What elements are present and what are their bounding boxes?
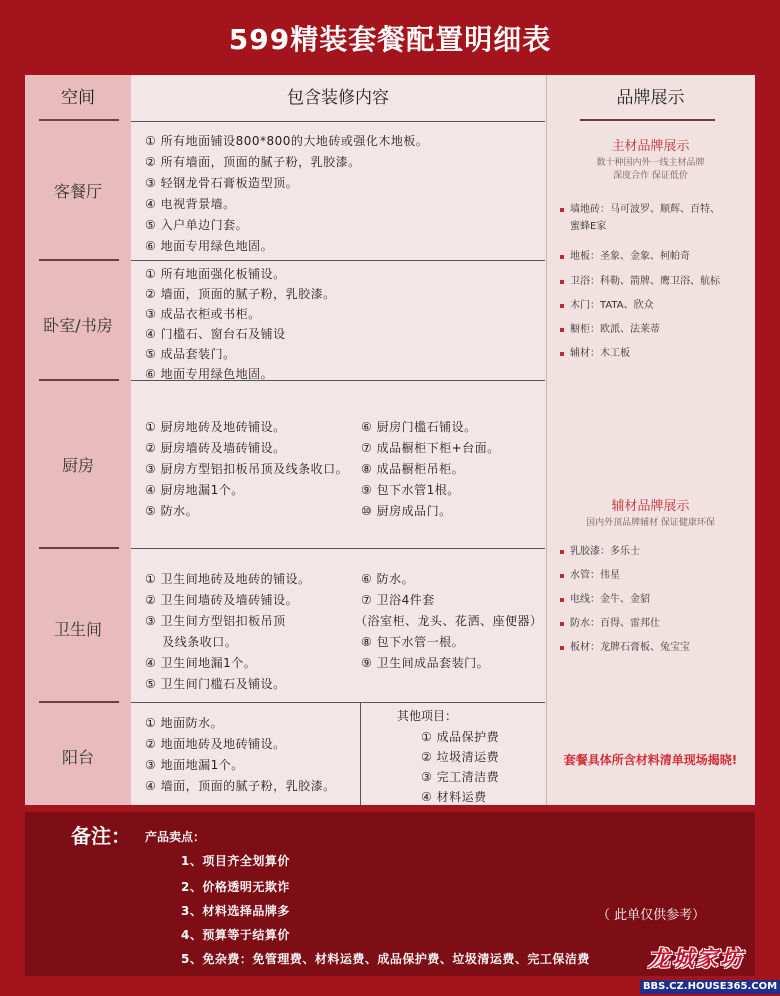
brand-item: 蜜蜂E家 (570, 221, 607, 232)
list-item: ⑧ 成品橱柜吊柜。 (361, 462, 465, 476)
list-item: ④ 厨房地漏1个。 (145, 483, 244, 497)
list-item: ② 厨房墙砖及墙砖铺设。 (145, 441, 286, 455)
main-brand-subtitle: 数十种国内外一线主材品牌 (596, 158, 705, 168)
bullet-icon (560, 598, 564, 602)
list-item: ① 地面防水。 (145, 716, 224, 730)
list-item: ② 卫生间墙砖及墙砖铺设。 (145, 593, 299, 607)
brand-item: 墙地砖：马可波罗、顺辉、百特、 (560, 203, 720, 218)
list-item: ② 垃圾清运费 (421, 750, 500, 764)
list-item: ① 卫生间地砖及地砖的铺设。 (145, 572, 311, 586)
list-item: ③ 成品衣柜或书柜。 (145, 307, 261, 321)
bullet-icon (560, 550, 564, 554)
column-divider (360, 702, 361, 805)
list-item: ④ 材料运费 (421, 790, 487, 804)
list-item: ① 所有地面强化板铺设。 (145, 267, 286, 281)
space-label-bathroom: 卫生间 (53, 620, 102, 639)
bullet-icon (560, 208, 564, 212)
list-item: ⑤ 卫生间门槛石及铺设。 (145, 677, 286, 691)
bullet-icon (560, 280, 564, 284)
header-underline (39, 119, 119, 121)
brand-item: 板材：龙牌石膏板、兔宝宝 (560, 641, 690, 656)
bullet-icon (560, 328, 564, 332)
list-item: ④ 墙面，顶面的腻子粉，乳胶漆。 (145, 779, 336, 793)
list-item: ⑥ 厨房门槛石铺设。 (361, 420, 477, 434)
row-divider (131, 121, 545, 122)
row-divider (131, 260, 545, 261)
brand-note: 套餐具体所含材料清单现场揭晓! (563, 753, 738, 767)
row-divider (131, 548, 545, 549)
list-item: ⑥ 地面专用绿色地固。 (145, 367, 274, 381)
main-brand-title: 主材品牌展示 (611, 139, 690, 154)
reference-note: （ 此单仅供参考） (597, 908, 706, 923)
space-label-bedroom: 卧室/书房 (43, 316, 113, 335)
notes-title: 备注： (71, 824, 131, 848)
list-item: （浴室柜、龙头、花洒、座便器） (355, 614, 543, 628)
list-item: ① 厨房地砖及地砖铺设。 (145, 420, 286, 434)
list-item: ③ 地面地漏1个。 (145, 758, 244, 772)
aux-brand-title: 辅材品牌展示 (611, 499, 690, 514)
header-space: 空间 (61, 88, 95, 108)
other-items-title: 其他项目： (397, 709, 458, 723)
brand-item: 辅材：木工板 (560, 347, 630, 362)
space-label-living: 客餐厅 (53, 182, 102, 201)
list-item: ⑥ 防水。 (361, 572, 415, 586)
brand-item: 地板：圣象、金象、柯帕奇 (560, 250, 690, 265)
note-item: 4、预算等于结算价 (181, 928, 290, 942)
list-item: ③ 厨房方型铝扣板吊顶及线条收口。 (145, 462, 349, 476)
list-item: ⑤ 成品套装门。 (145, 347, 236, 361)
config-table (25, 75, 755, 805)
brand-item: 乳胶漆：多乐士 (560, 545, 640, 560)
bullet-icon (560, 622, 564, 626)
row-divider (131, 702, 545, 703)
space-label-kitchen: 厨房 (61, 456, 94, 475)
list-item: ⑨ 包下水管1根。 (361, 483, 460, 497)
list-item: ⑧ 包下水管一根。 (361, 635, 465, 649)
brand-item: 电线：金牛、金貂 (560, 593, 650, 608)
brand-panel (546, 75, 755, 805)
list-item: 及线条收口。 (145, 635, 238, 649)
brand-item: 水管：伟星 (560, 569, 620, 584)
watermark (640, 940, 780, 996)
bullet-icon (560, 574, 564, 578)
list-item: ① 所有地面铺设800*800的大地砖或强化木地板。 (145, 134, 429, 148)
note-item: 2、价格透明无欺诈 (181, 880, 290, 894)
brand-item: 卫浴：科勒、箭牌、鹰卫浴、航标 (560, 275, 720, 290)
brand-item: 防水：百得、雷邦仕 (560, 617, 660, 632)
list-item: ⑤ 防水。 (145, 504, 199, 518)
list-item: ④ 卫生间地漏1个。 (145, 656, 257, 670)
row-divider (39, 379, 119, 381)
notes-subtitle: 产品卖点： (145, 830, 206, 844)
list-item: ③ 完工清洁费 (421, 770, 500, 784)
watermark-logo: 龙城家坊 (648, 947, 745, 972)
bullet-icon (560, 352, 564, 356)
space-label-balcony: 阳台 (61, 748, 94, 767)
brand-item: 橱柜：欧派、法莱蒂 (560, 323, 660, 338)
list-item: ③ 卫生间方型铝扣板吊顶 (145, 614, 286, 628)
page-title: 599精装套餐配置明细表 (228, 23, 552, 56)
note-item: 5、免杂费：免管理费、材料运费、成品保护费、垃圾清运费、完工保洁费 (181, 952, 590, 966)
list-item: ⑤ 入户单边门套。 (145, 218, 249, 232)
bullet-icon (560, 255, 564, 259)
list-item: ② 所有墙面，顶面的腻子粉，乳胶漆。 (145, 155, 361, 169)
watermark-url: BBS.CZ.HOUSE365.COM (640, 980, 780, 994)
note-item: 3、材料选择品牌多 (181, 904, 290, 918)
list-item: ③ 轻钢龙骨石膏板造型顶。 (145, 176, 299, 190)
list-item: ⑦ 成品橱柜下柜+台面。 (361, 441, 500, 455)
list-item: ④ 电视背景墙。 (145, 197, 236, 211)
row-divider (39, 701, 119, 703)
aux-brand-subtitle: 国内外顶品牌辅材 保证健康环保 (586, 518, 715, 528)
bullet-icon (560, 646, 564, 650)
header-content: 包含装修内容 (287, 88, 389, 108)
list-item: ④ 门槛石、窗台石及铺设 (145, 327, 286, 341)
row-divider (39, 547, 119, 549)
brand-item: 木门：TATA、欣众 (560, 299, 654, 314)
main-brand-subtitle: 深度合作 保证低价 (613, 171, 688, 181)
bullet-icon (560, 304, 564, 308)
list-item: ① 成品保护费 (421, 730, 500, 744)
list-item: ⑥ 地面专用绿色地固。 (145, 239, 274, 253)
list-item: ⑦ 卫浴4件套 (361, 593, 435, 607)
list-item: ⑨ 卫生间成品套装门。 (361, 656, 490, 670)
list-item: ② 地面地砖及地砖铺设。 (145, 737, 286, 751)
note-item: 1、项目齐全划算价 (181, 854, 290, 868)
list-item: ⑩ 厨房成品门。 (361, 504, 452, 518)
header-brand: 品牌展示 (616, 88, 685, 108)
list-item: ② 墙面，顶面的腻子粉，乳胶漆。 (145, 287, 336, 301)
row-divider (39, 259, 119, 261)
